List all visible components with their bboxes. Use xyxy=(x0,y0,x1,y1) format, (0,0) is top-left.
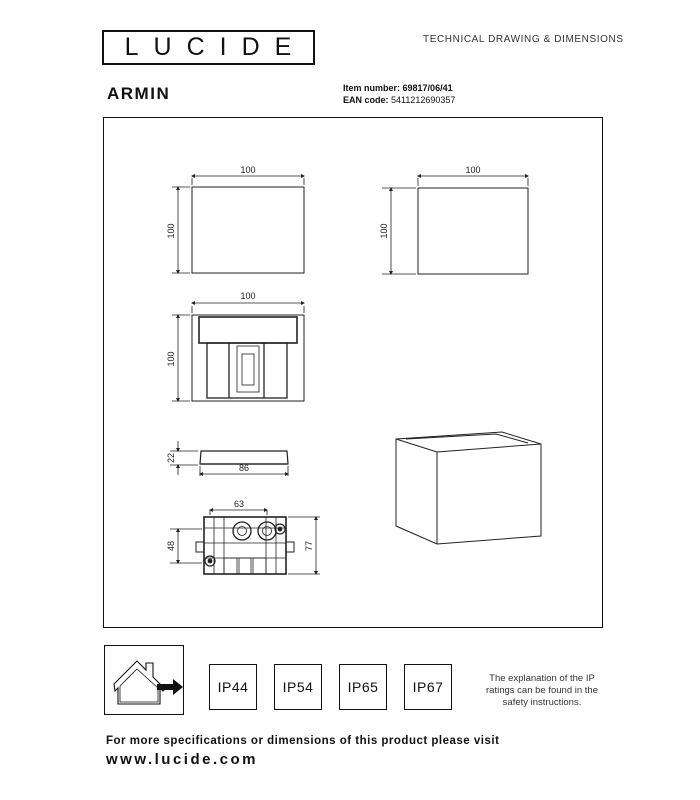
ip-rating-note: The explanation of the IP ratings can be found in the safety instructions. xyxy=(486,673,598,708)
item-number-line xyxy=(343,83,453,93)
front-height-label: 100 xyxy=(166,223,176,239)
bracket-side-view xyxy=(170,441,288,476)
hole-spacing-label: 63 xyxy=(233,499,245,509)
ip67-badge: IP67 xyxy=(404,664,452,710)
bracket-depth-label: 22 xyxy=(166,452,176,464)
ip44-badge: IP44 xyxy=(209,664,257,710)
ean-label: EAN code: xyxy=(343,95,389,105)
top-width-label: 100 xyxy=(240,291,256,301)
ip65-badge: IP65 xyxy=(339,664,387,710)
ip54-badge: IP54 xyxy=(274,664,322,710)
technical-drawing xyxy=(103,117,603,628)
top-height-label: 100 xyxy=(166,351,176,367)
ip-house-panel xyxy=(104,645,184,715)
product-name: ARMIN xyxy=(107,84,171,103)
mount-plate-view xyxy=(170,510,320,574)
house-icon xyxy=(105,646,185,716)
footer-text: For more specifications or dimensions of this product please visit xyxy=(106,735,500,747)
plate-inner-height-label: 48 xyxy=(166,540,176,552)
drawing-canvas xyxy=(104,118,604,629)
top-view xyxy=(172,303,304,401)
ean-code: 5411212690357 xyxy=(391,95,456,105)
side-width-label: 100 xyxy=(465,165,481,175)
side-height-label: 100 xyxy=(379,223,389,239)
item-number-label: Item number: xyxy=(343,83,401,93)
front-view xyxy=(172,176,304,273)
plate-outer-height-label: 77 xyxy=(304,540,314,552)
bracket-width-label: 86 xyxy=(238,463,250,473)
front-width-label: 100 xyxy=(240,165,256,175)
document-type: TECHNICAL DRAWING & DIMENSIONS xyxy=(423,34,624,45)
item-number: 69817/06/41 xyxy=(402,83,453,93)
ean-line xyxy=(343,95,455,105)
side-view xyxy=(382,176,528,274)
brand-logo: LUCIDE xyxy=(124,33,307,61)
isometric-view xyxy=(396,432,541,544)
footer-url-link[interactable]: www.lucide.com xyxy=(106,751,258,768)
